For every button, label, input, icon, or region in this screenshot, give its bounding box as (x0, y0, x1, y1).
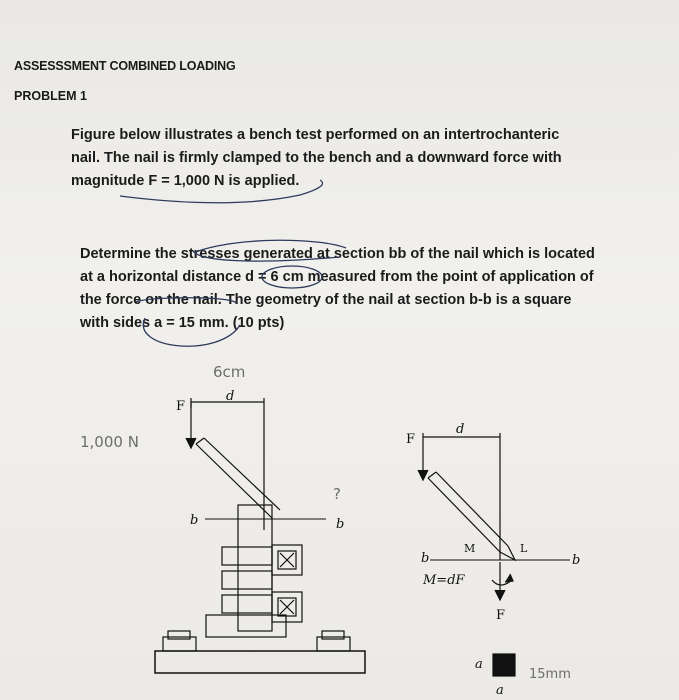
moment-label: M (464, 542, 476, 555)
paragraph-line: magnitude F = 1,000 N is applied. (71, 173, 300, 189)
paragraph-line: with sides a = 15 mm. (10 pts) (80, 315, 285, 331)
handwritten-force-note: 1,000 N (80, 433, 139, 451)
force-label: F (406, 432, 416, 447)
length-label: L (520, 542, 528, 555)
problem-heading: PROBLEM 1 (14, 89, 87, 103)
section-right-label: b (572, 553, 581, 568)
nail-body (238, 505, 272, 631)
circle-d-6cm (262, 266, 322, 288)
paragraph-line: at a horizontal distance d = 6 cm measured from the point of application of (80, 269, 594, 285)
nail-shaft (428, 472, 508, 552)
square-section (493, 654, 515, 676)
force-below-label: F (496, 608, 506, 623)
pen-annotations (120, 180, 346, 346)
moment-equation: M=dF (423, 573, 465, 588)
handwritten-distance-note: 6cm (213, 363, 246, 381)
distance-label: d (456, 422, 465, 437)
handwritten-question-mark: ? (333, 485, 341, 503)
figure-right (418, 433, 570, 676)
handwritten-notes (80, 363, 571, 682)
assessment-title: ASSESSSMENT COMBINED LOADING (14, 59, 236, 73)
figure-left (155, 398, 365, 673)
handwritten-side-note: 15mm (529, 667, 571, 682)
distance-label: d (226, 389, 235, 404)
underline-scribble (120, 180, 323, 203)
underline-stresses (193, 251, 340, 261)
paragraph-line: Determine the stresses generated at section bb of the nail which is located (80, 246, 595, 262)
circle-stresses (195, 240, 346, 252)
section-right-label: b (336, 517, 345, 532)
circle-sides (143, 318, 240, 346)
underline-force (136, 298, 236, 304)
paragraph-line: nail. The nail is firmly clamped to the bench and a downward force with (71, 150, 562, 166)
side-label-bottom: a (496, 683, 504, 698)
section-left-label: b (190, 513, 199, 528)
section-left-label: b (421, 551, 430, 566)
paragraph-line: Figure below illustrates a bench test performed on an intertrochanteric (71, 127, 560, 143)
bench-base (155, 651, 365, 673)
paragraph-line: the force on the nail. The geometry of the nail at section b-b is a square (80, 292, 572, 308)
figure-left-labels (176, 389, 344, 532)
force-label: F (176, 399, 186, 414)
side-label-left: a (475, 657, 483, 672)
